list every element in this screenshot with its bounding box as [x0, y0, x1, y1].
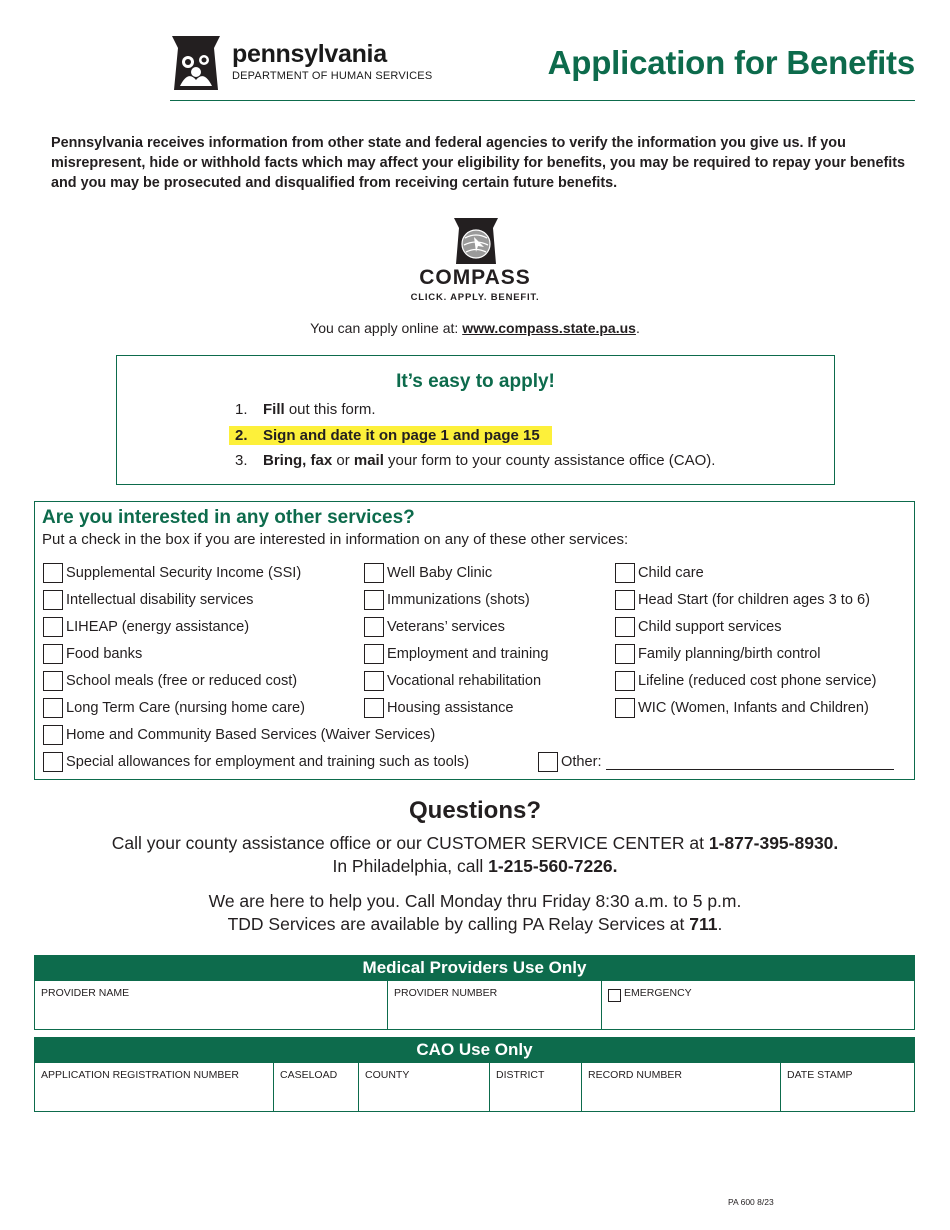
easy-to-apply-title: It’s easy to apply! — [396, 371, 555, 392]
services-title: Are you interested in any other services? — [42, 507, 415, 528]
provider-number-field[interactable] — [388, 981, 602, 1029]
compass-name: COMPASS — [419, 266, 531, 289]
checkbox[interactable] — [43, 698, 63, 718]
philadelphia-phone: 1-215-560-7226. — [488, 856, 618, 876]
field-label: RECORD NUMBER — [588, 1069, 682, 1081]
service-label: Intellectual disability services — [66, 592, 254, 608]
checkbox[interactable] — [364, 698, 384, 718]
other-input-line[interactable] — [606, 755, 894, 770]
step-bold: Bring, fax — [263, 452, 333, 469]
department-name: DEPARTMENT OF HUMAN SERVICES — [232, 70, 433, 82]
warning-text: Pennsylvania receives information from other state and federal agencies to verify the information you give us. If you misrepresent, hide or withhold facts which may affect your eligibility for benefits, you may be required to repay your benefits and you may be prosecuted and disqualified from receiving certain future benefits. — [51, 135, 906, 191]
checkbox[interactable] — [364, 644, 384, 664]
service-option[interactable] — [43, 644, 142, 664]
step-text: or — [332, 452, 354, 469]
service-label: Veterans’ services — [387, 619, 505, 635]
checkbox[interactable] — [364, 590, 384, 610]
service-option[interactable] — [615, 617, 782, 637]
checkbox[interactable] — [43, 590, 63, 610]
questions-text: . — [717, 914, 723, 934]
service-label: School meals (free or reduced cost) — [66, 673, 298, 689]
checkbox[interactable] — [43, 617, 63, 637]
easy-to-apply-box — [116, 355, 835, 485]
district-field[interactable] — [490, 1063, 582, 1111]
medical-providers-header: Medical Providers Use Only — [34, 955, 915, 981]
step-2-highlighted — [229, 426, 552, 445]
services-subtitle: Put a check in the box if you are interested in information on any of these other services: — [42, 531, 629, 548]
compass-logo-icon — [452, 218, 500, 264]
questions-title: Questions? — [408, 797, 541, 824]
cao-use-only-header: CAO Use Only — [34, 1037, 915, 1063]
service-option[interactable] — [43, 698, 305, 718]
pa-keystone-logo — [170, 36, 222, 90]
checkbox[interactable] — [615, 671, 635, 691]
service-label: Family planning/birth control — [638, 646, 821, 662]
checkbox[interactable] — [615, 590, 635, 610]
county-field[interactable] — [359, 1063, 490, 1111]
checkbox[interactable] — [364, 671, 384, 691]
field-label: DATE STAMP — [787, 1069, 853, 1081]
step-bold: Fill — [263, 401, 285, 418]
service-label: LIHEAP (energy assistance) — [66, 619, 250, 635]
service-option[interactable] — [364, 563, 492, 583]
questions-text: TDD Services are available by calling PA Relay Services at — [227, 914, 690, 934]
apply-online-text — [0, 320, 950, 336]
step-text-2: your form to your county assistance office (CAO). — [383, 452, 716, 469]
service-option[interactable] — [364, 590, 530, 610]
service-label: Head Start (for children ages 3 to 6) — [638, 592, 870, 608]
service-option[interactable] — [364, 671, 541, 691]
compass-tagline: CLICK. APPLY. BENEFIT. — [410, 292, 540, 303]
provider-name-field[interactable] — [35, 981, 388, 1029]
field-label: PROVIDER NUMBER — [394, 987, 498, 999]
service-option[interactable] — [43, 752, 469, 772]
service-label: Housing assistance — [387, 700, 514, 716]
service-label: Immunizations (shots) — [387, 592, 530, 608]
step-number: 2. — [235, 427, 248, 444]
service-label: Employment and training — [387, 646, 549, 662]
checkbox[interactable] — [43, 563, 63, 583]
emergency-checkbox[interactable] — [608, 989, 621, 1002]
service-option[interactable] — [43, 563, 301, 583]
compass-url-link[interactable]: www.compass.state.pa.us — [462, 320, 636, 336]
service-label: WIC (Women, Infants and Children) — [638, 700, 869, 716]
other-label: Other: — [561, 754, 602, 770]
relay-number: 711 — [689, 914, 718, 934]
customer-service-phone: 1-877-395-8930. — [708, 833, 839, 853]
cao-use-only-row — [34, 1063, 915, 1112]
questions-text: Call your county assistance office or our CUSTOMER SERVICE CENTER at — [111, 833, 709, 853]
questions-line-2 — [0, 856, 950, 877]
checkbox[interactable] — [43, 752, 63, 772]
checkbox[interactable] — [615, 698, 635, 718]
medical-providers-row — [34, 981, 915, 1030]
service-option[interactable] — [364, 617, 505, 637]
service-option[interactable] — [364, 698, 514, 718]
field-label: PROVIDER NAME — [41, 987, 130, 999]
service-option[interactable] — [43, 671, 297, 691]
service-label: Lifeline (reduced cost phone service) — [638, 673, 877, 689]
other-services-box — [34, 501, 915, 780]
service-option-other[interactable] — [538, 752, 894, 772]
step-3 — [235, 452, 715, 469]
service-option[interactable] — [615, 671, 877, 691]
questions-line-3: We are here to help you. Call Monday thru Friday 8:30 a.m. to 5 p.m. — [208, 891, 742, 911]
service-label: Child support services — [638, 619, 782, 635]
checkbox[interactable] — [615, 563, 635, 583]
field-label: CASELOAD — [280, 1069, 338, 1081]
service-option[interactable] — [43, 590, 253, 610]
service-label: Vocational rehabilitation — [387, 673, 542, 689]
field-label: COUNTY — [365, 1069, 410, 1081]
record-number-field[interactable] — [582, 1063, 781, 1111]
service-option[interactable] — [615, 698, 869, 718]
caseload-field[interactable] — [274, 1063, 359, 1111]
checkbox[interactable] — [615, 644, 635, 664]
service-option[interactable] — [615, 644, 821, 664]
apply-online-prefix: You can apply online at: — [310, 320, 463, 336]
step-number: 3. — [235, 452, 248, 469]
service-option[interactable] — [615, 563, 704, 583]
service-option[interactable] — [43, 617, 249, 637]
service-label: Supplemental Security Income (SSI) — [66, 565, 302, 581]
checkbox[interactable] — [615, 617, 635, 637]
emergency-field[interactable] — [602, 981, 914, 1029]
field-label: DISTRICT — [496, 1069, 545, 1081]
org-name: pennsylvania — [232, 40, 387, 68]
page-title: Application for Benefits — [547, 44, 915, 81]
service-option[interactable] — [615, 590, 870, 610]
service-option[interactable] — [364, 644, 548, 664]
questions-text: In Philadelphia, call — [332, 856, 489, 876]
step-bold-2: mail — [353, 452, 384, 469]
service-label: Food banks — [66, 646, 143, 662]
checkbox[interactable] — [364, 617, 384, 637]
checkbox[interactable] — [538, 752, 558, 772]
step-number: 1. — [235, 401, 248, 418]
form-code: PA 600 8/23 — [728, 1197, 774, 1207]
service-label: Child care — [638, 565, 704, 581]
checkbox[interactable] — [43, 644, 63, 664]
service-label: Long Term Care (nursing home care) — [66, 700, 306, 716]
field-label: APPLICATION REGISTRATION NUMBER — [41, 1069, 239, 1081]
questions-line-1 — [0, 833, 950, 854]
checkbox[interactable] — [364, 563, 384, 583]
service-label: Home and Community Based Services (Waiver Services) — [66, 727, 436, 743]
apply-online-suffix: . — [635, 320, 640, 336]
questions-line-4 — [0, 914, 950, 935]
service-option[interactable] — [43, 725, 435, 745]
step-text: out this form. — [284, 401, 376, 418]
service-label: Special allowances for employment and training such as tools) — [66, 754, 470, 770]
application-registration-number-field[interactable] — [35, 1063, 274, 1111]
header-divider — [170, 100, 915, 101]
step-bold: Sign and date it on page 1 and page 15 — [263, 427, 540, 444]
checkbox[interactable] — [43, 671, 63, 691]
service-label: Well Baby Clinic — [387, 565, 493, 581]
checkbox[interactable] — [43, 725, 63, 745]
step-1 — [235, 401, 376, 418]
date-stamp-field[interactable] — [781, 1063, 914, 1111]
field-label: EMERGENCY — [624, 987, 692, 999]
